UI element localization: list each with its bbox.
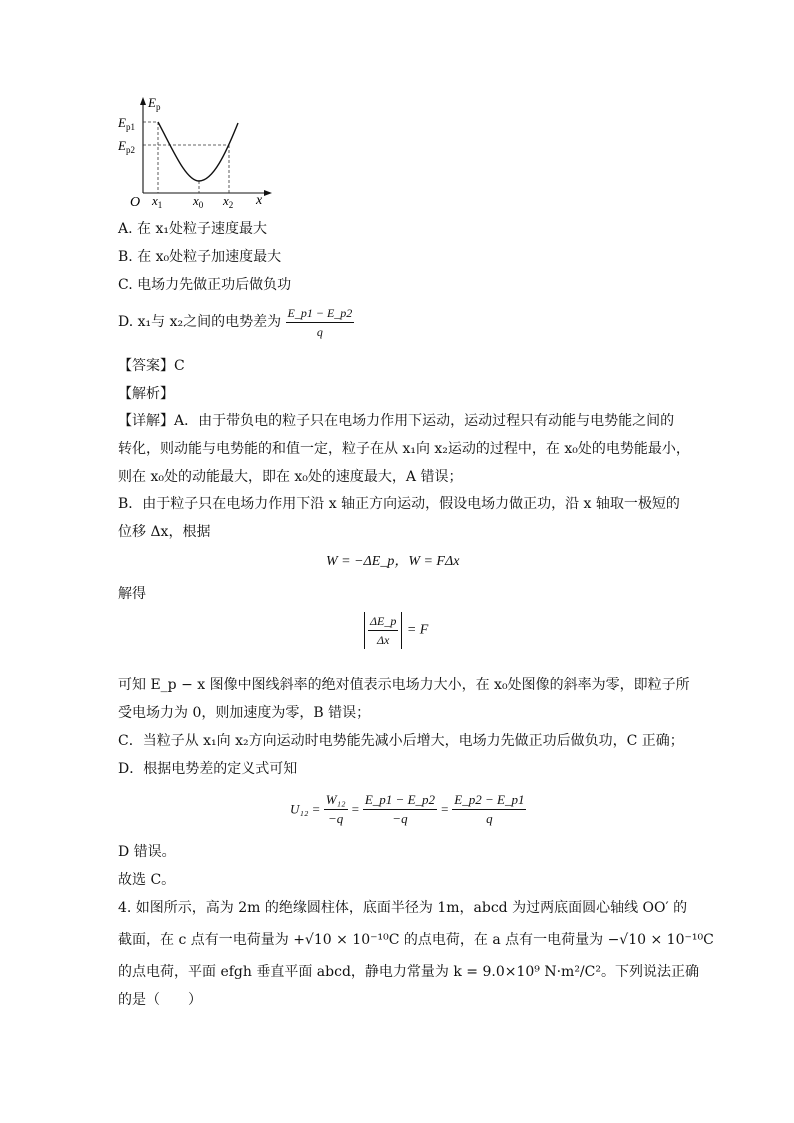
equation-force [364, 612, 428, 649]
voltage-fraction-3-num: E_p2 − E_p1 [452, 791, 526, 810]
detail-line-1: 【详解】A．由于带负电的粒子只在电场力作用下运动，运动过程只有动能与电势能之间的 [118, 413, 675, 429]
equation-voltage [290, 791, 526, 828]
ep1-label: $E_{p1}$ [118, 115, 135, 132]
option-c: C. 电场力先做正功后做负功 [118, 277, 292, 293]
question-4-line-3: 的点电荷，平面 efgh 垂直平面 abcd，静电力常量为 k = 9.0×10⁹ N·m²/C²。下列说法正确 [118, 964, 699, 980]
question-4-line-4: 的是（ ） [118, 992, 202, 1008]
potential-energy-curve [158, 122, 238, 181]
ep2-label: $E_{p2}$ [118, 138, 135, 155]
detail-line-3: 则在 x₀处的动能最大，即在 x₀处的速度最大，A 错误； [118, 469, 463, 485]
x2-label: $x_2$ [223, 193, 234, 210]
force-fraction [368, 612, 398, 649]
option-d-fraction [286, 304, 355, 341]
conclusion-line-2: 故选 C。 [118, 872, 176, 888]
x-axis-arrow [264, 190, 272, 196]
question-4-line-2: 截面，在 c 点有一电荷量为 +√10 × 10⁻¹⁰C 的点电荷，在 a 点有一电荷量为 −√10 × 10⁻¹⁰C [118, 932, 714, 948]
question-4-line-1: 4. 如图所示，高为 2m 的绝缘圆柱体，底面半径为 1m，abcd 为过两底面圆心轴线 OO′ 的 [118, 900, 688, 916]
y-axis-label: $E_p$ [148, 95, 161, 112]
abs-bracket [364, 612, 402, 649]
x1-label: $x_1$ [152, 193, 163, 210]
detail-line-2: 转化，则动能与电势能的和值一定，粒子在从 x₁向 x₂运动的过程中，在 x₀处的电势能最小， [118, 441, 690, 457]
voltage-fraction-1-num: W₁₂ [324, 791, 348, 810]
detail-line-8: C．当粒子从 x₁向 x₂方向运动时电势能先减小后增大，电场力先做正功后做负功，C 正确； [118, 733, 684, 749]
detail-line-4: B．由于粒子只在电场力作用下沿 x 轴正方向运动，假设电场力做正功，沿 x 轴取一极短的 [118, 496, 680, 512]
x-axis-label: x [256, 193, 263, 208]
equals-sign-1: = [350, 801, 360, 817]
y-axis-arrow [140, 97, 146, 105]
detail-line-5: 位移 Δx，根据 [118, 524, 211, 540]
voltage-fraction-1-den: −q [328, 811, 344, 826]
conclusion-line-1: D 错误。 [118, 844, 176, 860]
force-denominator: Δx [377, 633, 390, 647]
option-a: A. 在 x₁处粒子速度最大 [118, 221, 267, 237]
detail-line-6: 可知 E_p − x 图像中图线斜率的绝对值表示电场力大小，在 x₀处图像的斜率为零，即粒子所 [118, 677, 690, 693]
voltage-fraction-2 [363, 791, 437, 828]
equation-work: W = −ΔE_p，W = FΔx [326, 554, 460, 569]
voltage-fraction-3 [452, 791, 526, 828]
voltage-fraction-2-den: −q [392, 811, 408, 826]
equals-sign-2: = [440, 801, 450, 817]
voltage-fraction-1 [324, 791, 348, 828]
option-d-numerator: E_p1 − E_p2 [286, 304, 355, 323]
origin-label: O [130, 195, 141, 210]
voltage-lhs: U₁₂ = [290, 801, 321, 817]
option-d [118, 302, 354, 342]
detail-line-7: 受电场力为 0，则加速度为零，B 错误； [118, 705, 371, 721]
force-numerator: ΔE_p [368, 612, 398, 631]
solve-label: 解得 [118, 586, 146, 602]
voltage-fraction-2-num: E_p1 − E_p2 [363, 791, 437, 810]
option-d-denominator: q [316, 324, 323, 339]
answer-line: 【答案】C [118, 358, 185, 374]
detail-line-9: D．根据电势差的定义式可知 [118, 761, 298, 777]
option-b: B. 在 x₀处粒子加速度最大 [118, 249, 282, 265]
potential-energy-graph [118, 95, 278, 210]
voltage-fraction-3-den: q [486, 811, 493, 826]
x0-label: $x_0$ [193, 193, 204, 210]
force-rhs: = F [406, 622, 429, 638]
analysis-title: 【解析】 [118, 386, 174, 402]
option-d-text: D. x₁与 x₂之间的电势差为 [118, 314, 282, 330]
